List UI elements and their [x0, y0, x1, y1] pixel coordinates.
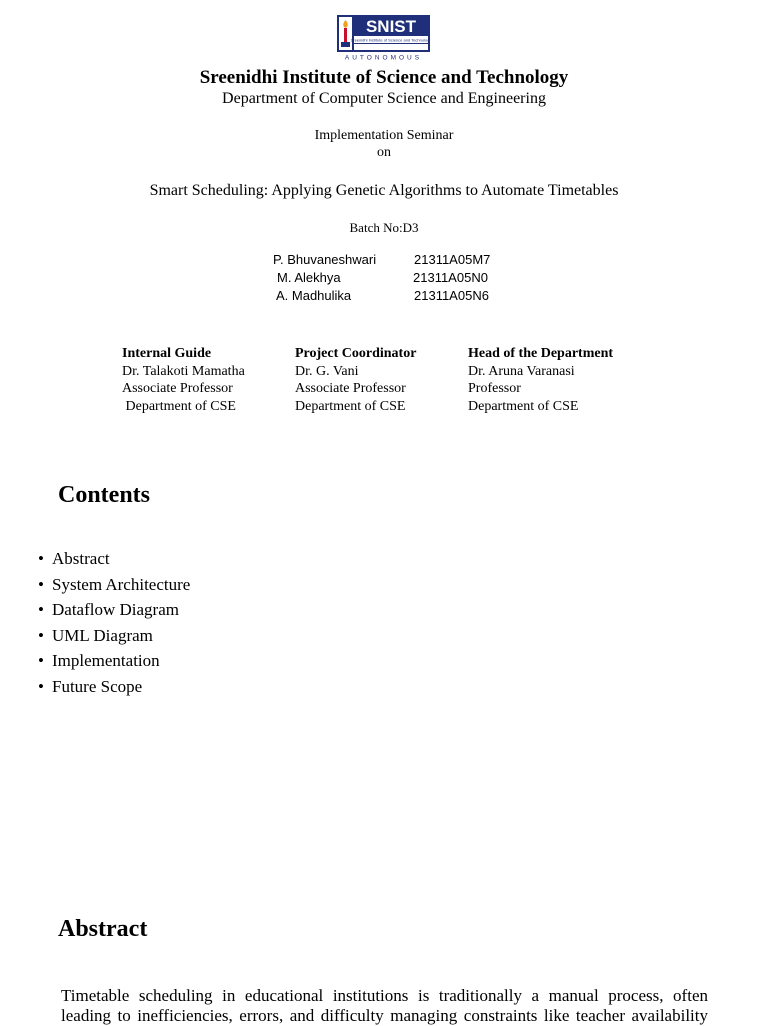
staff-department: Department of CSE	[295, 398, 406, 414]
seminar-label: Implementation Seminar	[314, 128, 454, 143]
seminar-title: Smart Scheduling: Applying Genetic Algorithms to Automate Timetables	[149, 182, 619, 199]
list-item: • Future Scope	[38, 675, 190, 701]
staff-department: Department of CSE	[122, 398, 236, 414]
hod-block	[468, 345, 613, 415]
abstract-text	[61, 986, 708, 1026]
student-name: A. Madhulika	[276, 288, 352, 303]
internal-guide-block	[122, 345, 245, 415]
list-item: • UML Diagram	[38, 624, 190, 650]
logo-subtitle: Sreenidhi Institute of Science and Technology	[350, 37, 430, 43]
contents-list	[38, 547, 190, 701]
institution-name: Sreenidhi Institute of Science and Technology	[199, 67, 569, 88]
list-item: • Abstract	[38, 547, 190, 573]
project-coordinator-block	[295, 345, 416, 415]
abstract-line: leading to inefficiencies, errors, and difficulty managing constraints like teacher availability	[61, 1006, 708, 1025]
list-item: • Dataflow Diagram	[38, 598, 190, 624]
contents-heading: Contents	[58, 482, 151, 508]
student-name: P. Bhuvaneshwari	[273, 252, 377, 267]
staff-role: Head of the Department	[468, 346, 614, 361]
staff-designation: Associate Professor	[122, 381, 233, 396]
staff-name: Dr. Talakoti Mamatha	[122, 363, 245, 379]
staff-role: Project Coordinator	[295, 346, 417, 361]
student-name: M. Alekhya	[277, 270, 341, 285]
logo-tagline: AUTONOMOUS	[344, 54, 423, 61]
staff-name: Dr. G. Vani	[295, 363, 359, 379]
on-label: on	[377, 145, 391, 160]
student-roll: 21311A05M7	[414, 252, 491, 267]
department-name: Department of Computer Science and Engineering	[222, 90, 546, 107]
student-roll: 21311A05N6	[414, 288, 489, 303]
logo-text: SNIST	[365, 17, 417, 36]
abstract-heading: Abstract	[58, 916, 148, 942]
student-roll: 21311A05N0	[413, 270, 488, 285]
staff-department: Department of CSE	[468, 398, 579, 414]
staff-role: Internal Guide	[122, 346, 212, 361]
staff-designation: Associate Professor	[295, 381, 406, 396]
staff-name: Dr. Aruna Varanasi	[468, 363, 575, 379]
list-item: • Implementation	[38, 649, 190, 675]
snist-logo	[337, 15, 430, 61]
abstract-line: Timetable scheduling in educational institutions is traditionally a manual process, often	[61, 986, 708, 1005]
list-item: • System Architecture	[38, 573, 190, 599]
staff-designation: Professor	[468, 381, 521, 396]
batch-number: Batch No:D3	[349, 220, 419, 235]
